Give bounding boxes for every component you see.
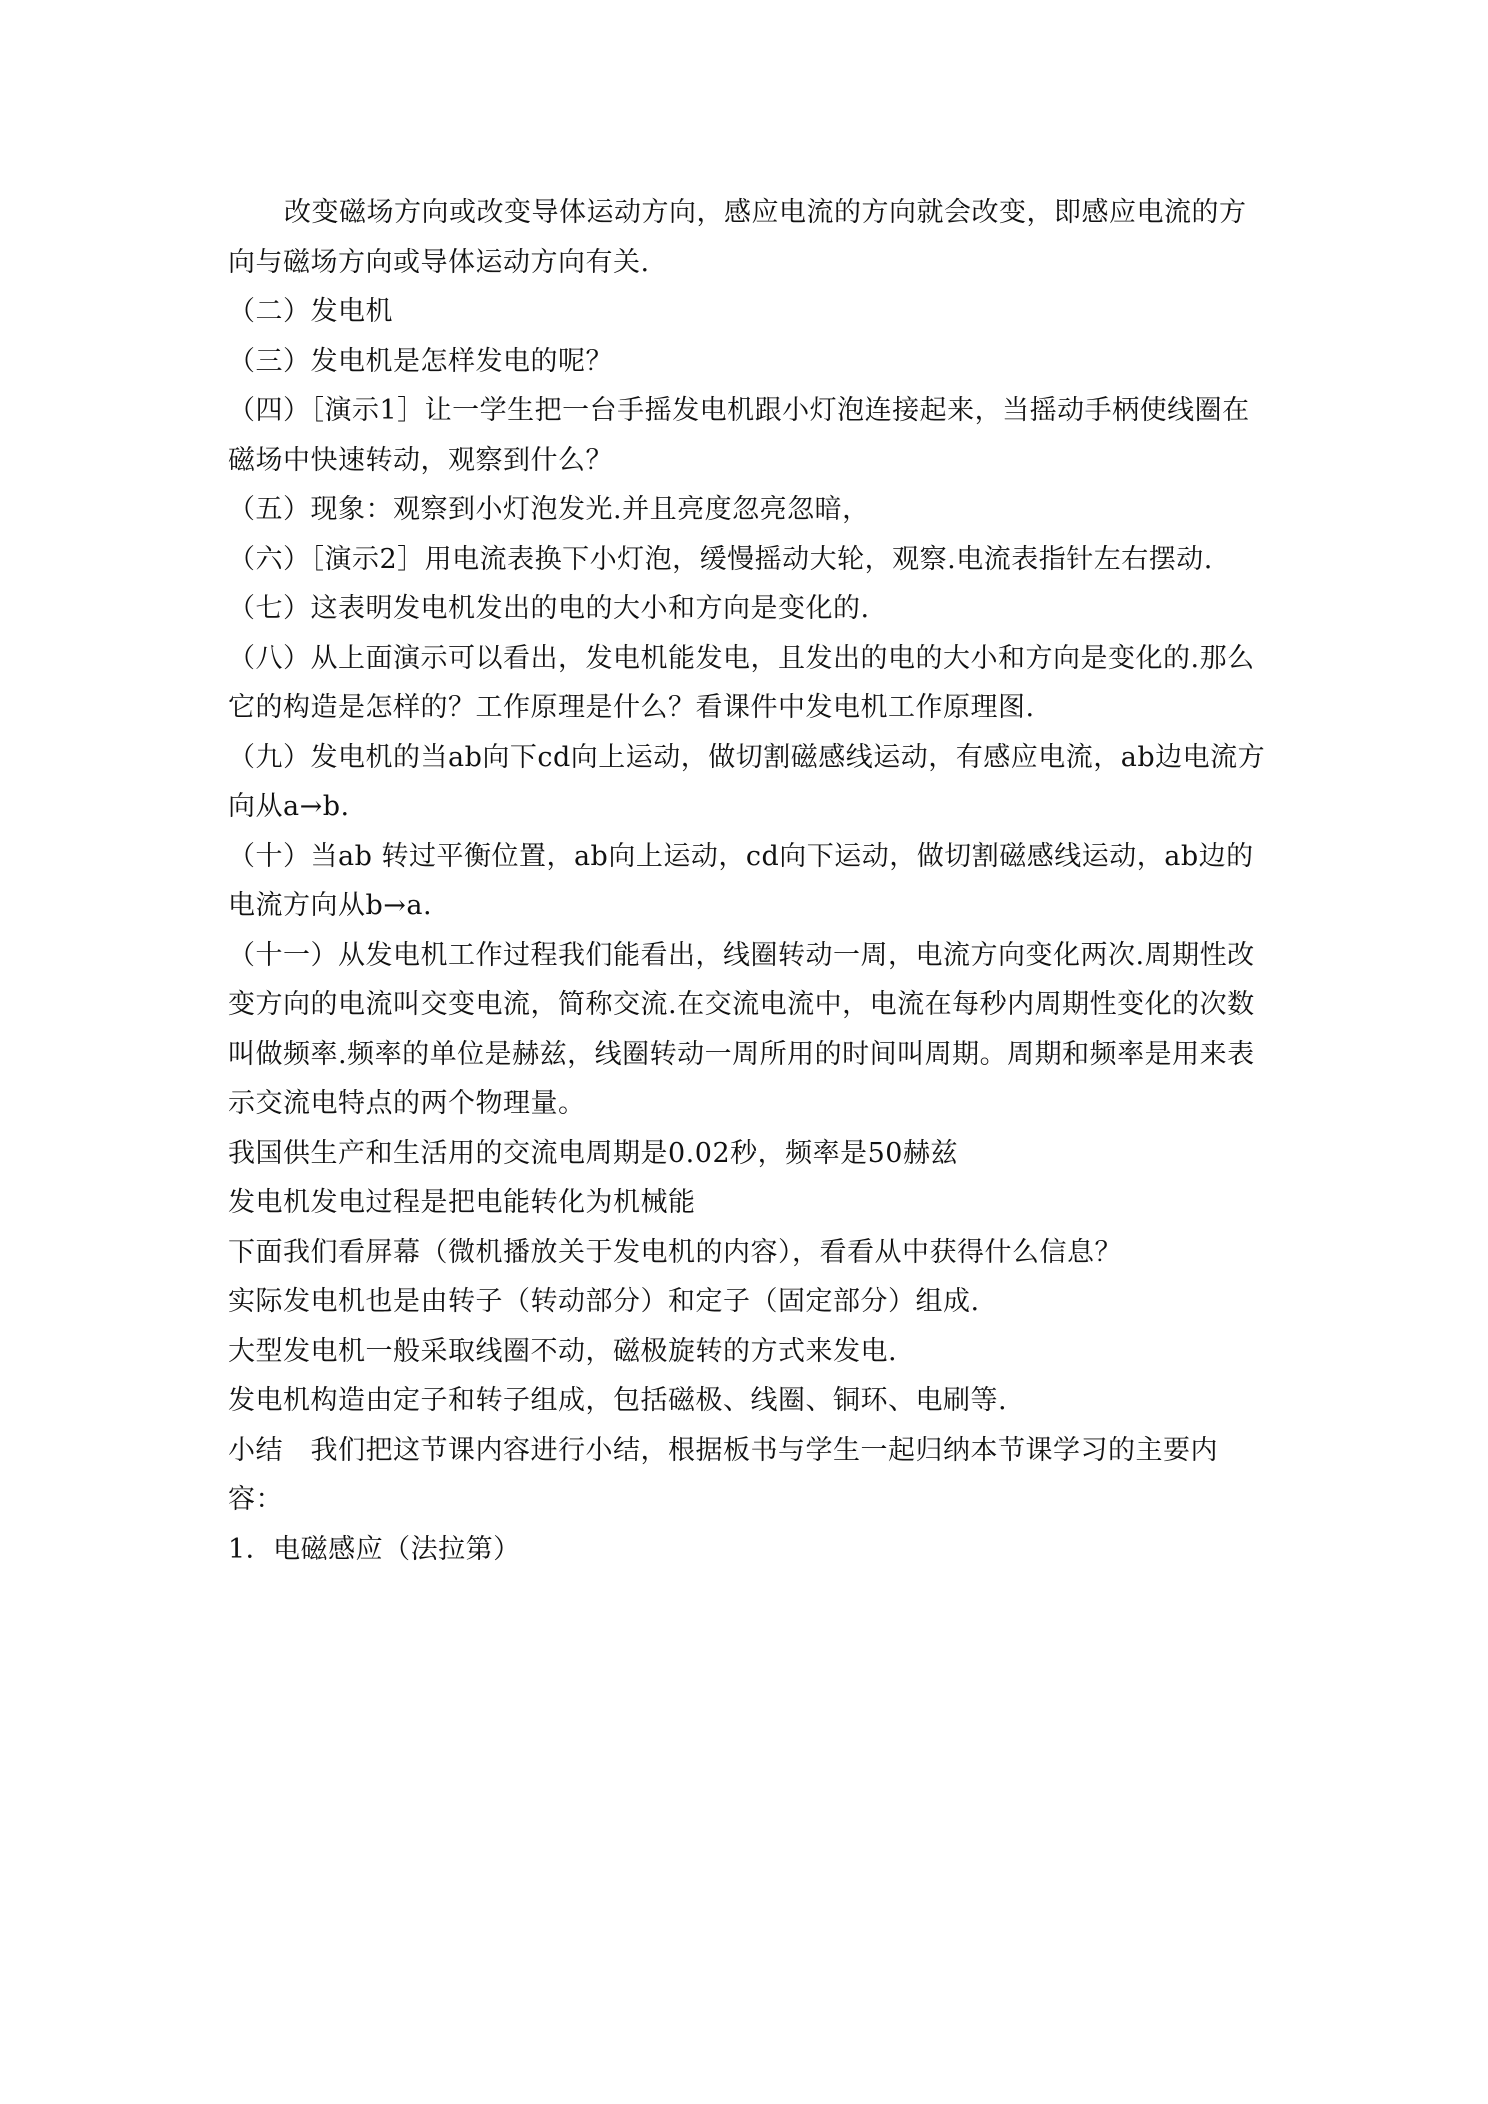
paragraph-large-generator: 大型发电机一般采取线圈不动，磁极旋转的方式来发电.: [228, 1335, 898, 1367]
paragraph-section-2: （二）发电机: [228, 296, 393, 327]
paragraph-section-4: （四）［演示1］让一学生把一台手摇发电机跟小灯泡连接起来，当摇动手柄使线圈在磁场中快速转动，观察到什么？: [228, 395, 1250, 476]
paragraph-section-10: （十）当ab 转过平衡位置，ab向上运动，cd向下运动，做切割磁感线运动，ab边的电流方向从b→a.: [228, 840, 1254, 921]
paragraph-section-6: （六）［演示2］用电流表换下小灯泡，缓慢摇动大轮，观察.电流表指针左右摆动.: [228, 543, 1213, 575]
paragraph-energy-conversion: 发电机发电过程是把电能转化为机械能: [228, 1187, 696, 1218]
paragraph-section-5: （五）现象：观察到小灯泡发光.并且亮度忽亮忽暗，: [228, 494, 870, 525]
paragraph-screen-prompt: 下面我们看屏幕（微机播放关于发电机的内容），看看从中获得什么信息？: [228, 1236, 1122, 1268]
paragraph-structure: 发电机构造由定子和转子组成，包括磁极、线圈、铜环、电刷等.: [228, 1385, 1008, 1416]
paragraph-summary: 小结 我们把这节课内容进行小结，根据板书与学生一起归纳本节课学习的主要内容：: [228, 1434, 1218, 1515]
paragraph-list-item-1: 1．电磁感应（法拉第）: [228, 1533, 521, 1565]
paragraph-rotor-stator: 实际发电机也是由转子（转动部分）和定子（固定部分）组成.: [228, 1286, 980, 1317]
document-body: [228, 188, 1268, 1574]
paragraph-section-8: （八）从上面演示可以看出，发电机能发电，且发出的电的大小和方向是变化的.那么它的构造是怎样的？工作原理是什么？看课件中发电机工作原理图.: [228, 642, 1255, 723]
paragraph-section-7: （七）这表明发电机发出的电的大小和方向是变化的.: [228, 593, 870, 624]
paragraph-section-11: （十一）从发电机工作过程我们能看出，线圈转动一周，电流方向变化两次.周期性改变方向的电流叫交变电流，简称交流.在交流电流中，电流在每秒内周期性变化的次数叫做频率.频率的单位是赫兹，线圈转动一周所用的时间叫周期。周期和频率是用来表示交流电特点的两个物理量。: [228, 939, 1255, 1119]
paragraph-section-9: （九）发电机的当ab向下cd向上运动，做切割磁感线运动，有感应电流，ab边电流方向从a→b.: [228, 741, 1266, 822]
paragraph-intro: 改变磁场方向或改变导体运动方向，感应电流的方向就会改变，即感应电流的方向与磁场方向或导体运动方向有关.: [228, 197, 1247, 278]
paragraph-frequency-fact: 我国供生产和生活用的交流电周期是0.02秒，频率是50赫兹: [228, 1137, 958, 1169]
paragraph-section-3: （三）发电机是怎样发电的呢？: [228, 345, 613, 377]
